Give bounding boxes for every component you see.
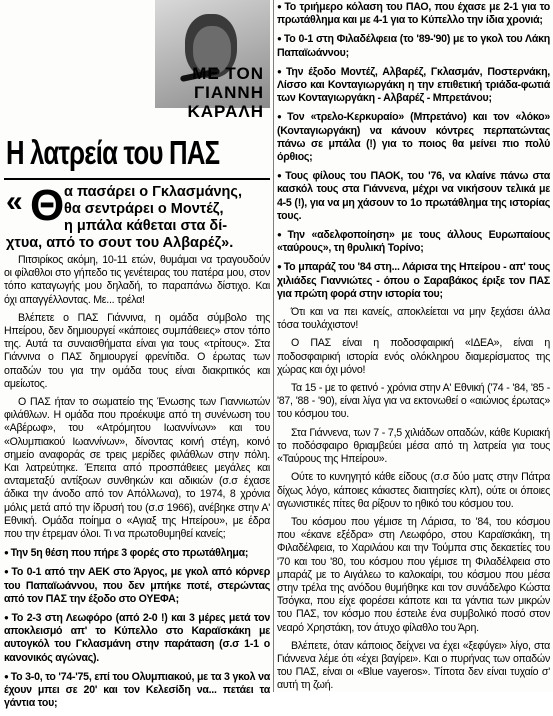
lede-line4: χτυα, από το σουτ του Αλβαρέζ». <box>6 235 234 251</box>
right-column-paragraph: ● Το μπαράζ του '84 στη... Λάρισα της Ηπείρου - απ' τους χιλιάδες Γιαννιώτες - όπου ο Σαραβάκος έριξε τον ΠΑΣ για πρώτη φορά στην ιστορία του; <box>277 260 550 301</box>
right-column-paragraph: Ούτε το κυνηγητό κάθε είδους (σ.σ δύο ματς στην Πάτρα δίχως λόγο, κάποιες κάκιστες διαιτησίες κλπ), ούτε οι όποιες αγωνιστικές πίτες θα ρίξουν το ηθικό του κόσμου του. <box>277 471 550 510</box>
right-column-paragraph: Βλέπετε, όταν κάποιος δείχνει να έχει «ξεφύγει» λίγο, στα Γιάννενα λέμε ότι «έχει βαγίρει». Και ο πυρήνας των οπαδών του ΠΑΣ, είναι οι «Blue vayeros». Τίποτα δεν είναι τυχαίο σ' αυτή τη ζωή. <box>277 639 550 692</box>
right-column-paragraph: ● Τους φίλους του ΠΑΟΚ, του '76, να κλαίνε πάνω στα κασκόλ τους στα Γιάννενα, μέχρι να νικήσουν τελικά με 4-5 (!), για να μη χάσουν το 1ο πρωτάθλημα της ιστορίας τους. <box>277 169 550 223</box>
right-column-paragraph: ● Τον «τρελο-Κερκυραίο» (Μπρετάνο) και τον «λόκο» (Κονταγιωργάκη) να κάνουν κόντρες περπατώντας πάνω σε μπάλα (!) για το ποιος θα μείνει πιο πολύ όρθιος; <box>277 110 550 164</box>
left-column <box>4 254 270 716</box>
right-column-paragraph: Του κόσμου που γέμισε τη Λάρισα, το '84, του κόσμου που «έκανε εξέδρα» στη Λεωφόρο, στου Καραϊσκάκη, τη Φιλαδέλφεια, το Χαριλάου και την Τούμπα στις δεκαετίες του '70 και του '80, του κόσμου που γέμισε τη Φιλαδέλφεια στο μπαράζ με το Αιγάλεω το καλοκαίρι, του κόσμου που μέσα στην τρέλα της ανόδου θυμήθηκε και τον συνάδελφο Κώστα Τσόγκα, που είχε φορέσει κάποτε και τα γάντια των μικρών του ΠΑΣ, τον κόσμο που έστειλε ένα συμβολικό ποσό στον νεαρό Χρηστάκη, τον άτυχο φίλαθλο του Άρη. <box>277 515 550 634</box>
right-column-paragraph: Ότι και να πει κανείς, αποκλείεται να μην ξεχάσει άλλα τόσα τουλάχιστον! <box>277 306 550 332</box>
right-column-paragraph: ● Το 0-1 στη Φιλαδέλφεια (το '89-'90) με το γκολ του Λάκη Παπαϊωάννου; <box>277 32 550 59</box>
byline-line2: ΓΙΑΝΝΗ <box>193 83 264 102</box>
lede-line2: θα σεντράρει ο Μοντέζ, <box>64 201 224 217</box>
lede-line1: α πασάρει ο Γκλασμάνης, <box>64 184 242 200</box>
byline <box>60 64 270 121</box>
opening-quote-mark: « <box>6 185 23 218</box>
byline-line1: ΜΕ ΤΟΝ <box>192 64 264 83</box>
article-headline: Η λατρεία του ΠΑΣ <box>6 134 220 171</box>
byline-line3: ΚΑΡΑΛΗ <box>187 102 264 121</box>
left-column-paragraph: Πιτσιρίκος ακόμη, 10-11 ετών, θυμάμαι να τραγουδούν οι φίλαθλοι στο γήπεδο τις γενέτειρας του πατέρα μου, στον τόπο καταγωγής μου δηλαδή, το παραπάνω δίστιχο. Και όχι απαγγέλλοντας. Με... τρέλα! <box>4 254 270 306</box>
left-column-paragraph: Βλέπετε ο ΠΑΣ Γιάννινα, η ομάδα σύμβολο της Ηπείρου, δεν δημιουργεί «κάποιες συμπάθειες» στον τόπο της. Αυτά τα συναισθήματα είναι για τους «τρίτους». Στα Γιάννινα ο ΠΑΣ δημιουργεί φρενίτιδα. Ο έρωτας των οπαδών του για την ομάδα τους είναι διακριτικός και αμείωτος. <box>4 311 270 390</box>
right-column <box>277 0 550 698</box>
left-column-paragraph: ● Την 5η θέση που πήρε 3 φορές στο πρωτάθλημα; <box>4 546 270 560</box>
right-column-paragraph: Ο ΠΑΣ είναι η ποδοσφαιρική «ΙΔΕΑ», είναι η ποδοσφαιρική ιστορία ενός ολόκληρου διαμερίσματος της χώρας και όχι μόνο! <box>277 337 550 376</box>
right-column-paragraph: Στα Γιάννενα, των 7 - 7,5 χιλιάδων οπαδών, κάθε Κυριακή το ποδόσφαιρο θριαμβεύει μέσα από τη λατρεία για τους «Ταύρους της Ηπείρου». <box>277 426 550 466</box>
right-column-paragraph: ● Την έξοδο Μοντέζ, Αλβαρέζ, Γκλασμάν, Ποστερνάκη, Λίσσο και Κονταγιωργάκη η την επιθετική τριάδα-φωτιά των Κονταγιωργάκη - Αλβαρέζ - Μπρετάνου; <box>277 65 550 106</box>
left-column-paragraph: Ο ΠΑΣ ήταν το σωματείο της Ένωσης των Γιαννιωτών φιλάθλων. Η ομάδα που προέκυψε από τη συνένωση του «Αβέρωφ», του «Ατρόμητου Ιωαννίνων» και του «Ολυμπιακού Ιωαννίνων», δίνοντας κοινή στέγη, κοινό σημείο αναφοράς σε τρεις μερίδες φιλάθλων στην πόλη. Και λατρεύτηκε. Έπειτα από προσπάθειες μεγάλες και ανταμεταξύ αντίξοων συνθηκών και αδικιών (σ.σ έχασε άδικα την άνοδο από τον Απόλλωνα), το 1974, 8 χρόνια μόλις μετά από την ίδρυσή του (σ.σ 1966), ανέβηκε στην Α' Εθνική. Ομάδα ποίημα ο «Αγιαξ της Ηπείρου», με έδρα που την έτρεμαν όλοι. Τι να πρωτοθυμηθεί κανείς; <box>4 396 270 541</box>
lede-quote <box>6 181 272 252</box>
column-divider <box>273 0 274 692</box>
right-column-paragraph: Τα 15 - με το φετινό - χρόνια στην Α' Εθνική ('74 - '84, '85 - '87, '88 - '90), είναι λίγα για να εκτονωθεί ο «αιώνιος έρωτας» του κόσμου του. <box>277 382 550 421</box>
right-column-paragraph: ● Την «αδελφοποίηση» με τους άλλους Ευρωπαίους «ταύρους», τη θρυλική Τορίνο; <box>277 228 550 255</box>
drop-cap: Θ <box>30 181 65 230</box>
lede-line3: η μπάλα κάθεται στα δί- <box>64 218 228 234</box>
left-column-paragraph: ● Το 3-0, το '74-'75, επί του Ολυμπιακού, με τα 3 γκολ να έχουν μπει σε 20' και τον Κελεσίδη να... πετάει τα γάντια του; <box>4 670 270 711</box>
right-column-paragraph: ● Το τριήμερο κόλαση του ΠΑΟ, που έχασε με 2-1 για το πρωτάθλημα και με 4-1 για το Κύπελλο την ίδια χρονιά; <box>277 0 550 27</box>
left-column-paragraph: ● Το 2-3 στη Λεωφόρο (από 2-0 !) και 3 μέρες μετά τον αποκλεισμό απ' το Κύπελλο στο Καραϊσκάκη με αυτογκόλ του Γκλασμάνη στην παράταση (σ.σ 1-1 ο κανονικός αγώνας). <box>4 611 270 665</box>
headline-rule <box>4 178 270 180</box>
left-column-paragraph: ● Το 0-1 από την ΑΕΚ στο Άργος, με γκολ από κόρνερ του Παπαϊωάννου, που δεν μπήκε ποτέ, στερώντας από τον ΠΑΣ την έξοδο στο ΟΥΕΦΑ; <box>4 565 270 606</box>
